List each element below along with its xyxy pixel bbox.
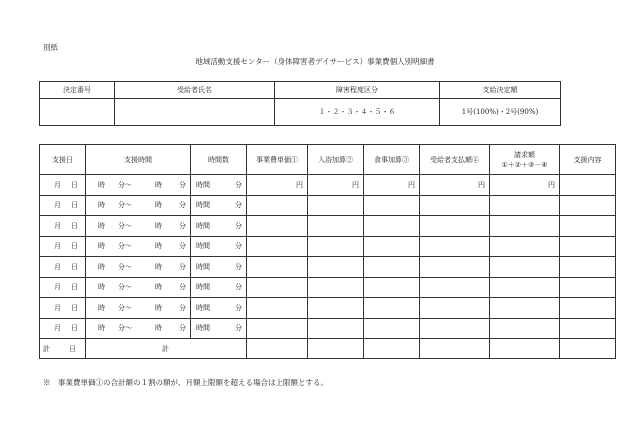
- header-bath-addition: 入浴加算②: [308, 145, 364, 175]
- decision-number-field[interactable]: [40, 99, 115, 126]
- table-row: [40, 277, 616, 298]
- header-support-content: 支援内容: [560, 145, 616, 175]
- end-minute-unit: 分: [179, 180, 186, 189]
- hours-cell[interactable]: [191, 318, 247, 339]
- support-time-cell[interactable]: [86, 216, 191, 237]
- support-content-cell[interactable]: [560, 216, 616, 237]
- hours-unit: 時間: [196, 262, 210, 271]
- month-unit: 月: [54, 201, 61, 210]
- end-minute-unit: 分: [179, 221, 186, 230]
- hours-cell[interactable]: [191, 236, 247, 257]
- hours-cell[interactable]: [191, 257, 247, 278]
- hours-unit: 時間: [196, 283, 210, 292]
- day-unit: 日: [71, 180, 78, 189]
- month-unit: 月: [54, 242, 61, 251]
- minute-unit: 分: [235, 242, 242, 251]
- end-hour-unit: 時: [155, 283, 162, 292]
- meal-addition-cell[interactable]: [364, 318, 420, 339]
- start-hour-unit: 時: [98, 283, 105, 292]
- start-hour-unit: 時: [98, 242, 105, 251]
- unit-price-cell[interactable]: [247, 298, 308, 319]
- month-unit: 月: [54, 180, 61, 189]
- support-date-cell[interactable]: [40, 216, 86, 237]
- support-content-cell[interactable]: [560, 298, 616, 319]
- total-amount-cell[interactable]: [560, 339, 616, 359]
- support-date-cell[interactable]: [40, 318, 86, 339]
- minute-unit: 分: [235, 221, 242, 230]
- end-hour-unit: 時: [155, 324, 162, 333]
- start-minute-unit: 分～: [118, 262, 132, 271]
- total-label: 計: [43, 344, 50, 353]
- total-days-cell[interactable]: [40, 339, 86, 359]
- bath-addition-cell[interactable]: [308, 257, 364, 278]
- header-disability-grade: 障害程度区分: [275, 82, 440, 99]
- billing-amount-cell[interactable]: [490, 277, 560, 298]
- recipient-payment-cell[interactable]: [420, 236, 490, 257]
- end-minute-unit: 分: [179, 201, 186, 210]
- hours-cell[interactable]: [191, 216, 247, 237]
- start-hour-unit: 時: [98, 262, 105, 271]
- end-hour-unit: 時: [155, 242, 162, 251]
- unit-price-cell[interactable]: [247, 195, 308, 216]
- day-unit: 日: [71, 283, 78, 292]
- unit-price-cell[interactable]: [247, 277, 308, 298]
- total-amount-cell[interactable]: [308, 339, 364, 359]
- header-support-time: 支援時間: [86, 145, 191, 175]
- recipient-payment-cell[interactable]: [420, 257, 490, 278]
- table-row: [40, 298, 616, 319]
- header-hours: 時間数: [191, 145, 247, 175]
- billing-amount-cell[interactable]: [490, 257, 560, 278]
- recipient-payment-cell[interactable]: 円: [420, 175, 490, 196]
- support-time-cell[interactable]: [86, 298, 191, 319]
- minute-unit: 分: [235, 283, 242, 292]
- support-time-cell[interactable]: [86, 318, 191, 339]
- total-row: [40, 339, 616, 359]
- support-time-cell[interactable]: [86, 236, 191, 257]
- table-row: [40, 216, 616, 237]
- bath-addition-cell[interactable]: [308, 298, 364, 319]
- start-minute-unit: 分～: [118, 303, 132, 312]
- total-days-unit: 日: [69, 344, 76, 353]
- hours-cell[interactable]: [191, 298, 247, 319]
- meal-addition-cell[interactable]: [364, 236, 420, 257]
- meal-addition-cell[interactable]: [364, 298, 420, 319]
- table-row: [40, 257, 616, 278]
- support-time-cell[interactable]: [86, 175, 191, 196]
- detail-table: [39, 144, 616, 359]
- header-support-date: 支援日: [40, 145, 86, 175]
- bath-addition-cell[interactable]: [308, 216, 364, 237]
- support-content-cell[interactable]: [560, 277, 616, 298]
- start-hour-unit: 時: [98, 221, 105, 230]
- header-meal-addition: 食事加算③: [364, 145, 420, 175]
- start-minute-unit: 分～: [118, 324, 132, 333]
- support-content-cell[interactable]: [560, 318, 616, 339]
- support-date-cell[interactable]: [40, 236, 86, 257]
- table-row: [40, 236, 616, 257]
- month-unit: 月: [54, 303, 61, 312]
- total-time-label: 計: [162, 344, 169, 353]
- meal-addition-cell[interactable]: [364, 257, 420, 278]
- end-hour-unit: 時: [155, 262, 162, 271]
- total-amount-cell[interactable]: [247, 339, 308, 359]
- recipient-payment-cell[interactable]: [420, 277, 490, 298]
- hours-unit: 時間: [196, 303, 210, 312]
- summary-table: [39, 81, 561, 126]
- header-payment-amount: 支給決定額: [440, 82, 561, 99]
- total-amount-cell[interactable]: [490, 339, 560, 359]
- day-unit: 日: [71, 242, 78, 251]
- minute-unit: 分: [235, 262, 242, 271]
- annex-label: 別紙: [43, 43, 58, 52]
- table-row: [40, 195, 616, 216]
- start-minute-unit: 分～: [118, 221, 132, 230]
- support-time-cell[interactable]: [86, 257, 191, 278]
- recipient-payment-cell[interactable]: [420, 195, 490, 216]
- billing-label: 請求額: [514, 150, 535, 159]
- minute-unit: 分: [235, 303, 242, 312]
- header-billing-amount: [490, 145, 560, 175]
- month-unit: 月: [54, 221, 61, 230]
- unit-price-cell[interactable]: [247, 257, 308, 278]
- support-time-cell[interactable]: [86, 277, 191, 298]
- minute-unit: 分: [235, 324, 242, 333]
- end-minute-unit: 分: [179, 324, 186, 333]
- billing-amount-cell[interactable]: [490, 298, 560, 319]
- end-hour-unit: 時: [155, 221, 162, 230]
- hours-unit: 時間: [196, 180, 210, 189]
- start-hour-unit: 時: [98, 303, 105, 312]
- recipient-name-field[interactable]: [115, 99, 275, 126]
- total-amount-cell[interactable]: [364, 339, 420, 359]
- unit-price-cell[interactable]: [247, 318, 308, 339]
- hours-unit: 時間: [196, 242, 210, 251]
- table-row: [40, 175, 616, 196]
- total-time-cell[interactable]: [86, 339, 247, 359]
- billing-amount-cell[interactable]: [490, 195, 560, 216]
- end-minute-unit: 分: [179, 303, 186, 312]
- billing-formula: ①＋②＋③－④: [501, 160, 548, 169]
- bath-addition-cell[interactable]: 円: [308, 175, 364, 196]
- hours-unit: 時間: [196, 221, 210, 230]
- month-unit: 月: [54, 262, 61, 271]
- billing-amount-cell[interactable]: 円: [490, 175, 560, 196]
- support-time-cell[interactable]: [86, 195, 191, 216]
- bath-addition-cell[interactable]: [308, 236, 364, 257]
- header-recipient-payment: 受給者支払額④: [420, 145, 490, 175]
- day-unit: 日: [71, 324, 78, 333]
- payment-amount-options[interactable]: 1号(100%)・2号(90%): [440, 99, 561, 126]
- end-hour-unit: 時: [155, 303, 162, 312]
- day-unit: 日: [71, 303, 78, 312]
- start-hour-unit: 時: [98, 201, 105, 210]
- end-hour-unit: 時: [155, 201, 162, 210]
- end-minute-unit: 分: [179, 283, 186, 292]
- recipient-payment-cell[interactable]: [420, 298, 490, 319]
- unit-price-cell[interactable]: 円: [247, 175, 308, 196]
- recipient-payment-cell[interactable]: [420, 216, 490, 237]
- day-unit: 日: [71, 221, 78, 230]
- hours-unit: 時間: [196, 324, 210, 333]
- meal-addition-cell[interactable]: [364, 195, 420, 216]
- bath-addition-cell[interactable]: [308, 195, 364, 216]
- start-hour-unit: 時: [98, 324, 105, 333]
- support-date-cell[interactable]: [40, 195, 86, 216]
- unit-price-cell[interactable]: [247, 216, 308, 237]
- month-unit: 月: [54, 324, 61, 333]
- start-minute-unit: 分～: [118, 242, 132, 251]
- billing-amount-cell[interactable]: [490, 236, 560, 257]
- month-unit: 月: [54, 283, 61, 292]
- hours-unit: 時間: [196, 201, 210, 210]
- support-date-cell[interactable]: [40, 257, 86, 278]
- start-minute-unit: 分～: [118, 201, 132, 210]
- support-date-cell[interactable]: [40, 298, 86, 319]
- support-date-cell[interactable]: [40, 175, 86, 196]
- start-minute-unit: 分～: [118, 283, 132, 292]
- support-content-cell[interactable]: [560, 195, 616, 216]
- bath-addition-cell[interactable]: [308, 318, 364, 339]
- bath-addition-cell[interactable]: [308, 277, 364, 298]
- day-unit: 日: [71, 201, 78, 210]
- end-minute-unit: 分: [179, 262, 186, 271]
- hours-cell[interactable]: [191, 195, 247, 216]
- header-recipient-name: 受給者氏名: [115, 82, 275, 99]
- header-decision-number: 決定番号: [40, 82, 115, 99]
- meal-addition-cell[interactable]: [364, 277, 420, 298]
- header-unit-price: 事業費単価①: [247, 145, 308, 175]
- day-unit: 日: [71, 262, 78, 271]
- billing-amount-cell[interactable]: [490, 318, 560, 339]
- recipient-payment-cell[interactable]: [420, 318, 490, 339]
- support-content-cell[interactable]: [560, 257, 616, 278]
- document-title: 地域活動支援センター（身体障害者デイサービス）事業費個人別明細書: [195, 57, 435, 66]
- total-amount-cell[interactable]: [420, 339, 490, 359]
- support-date-cell[interactable]: [40, 277, 86, 298]
- hours-cell[interactable]: [191, 175, 247, 196]
- end-minute-unit: 分: [179, 242, 186, 251]
- unit-price-cell[interactable]: [247, 236, 308, 257]
- start-hour-unit: 時: [98, 180, 105, 189]
- meal-addition-cell[interactable]: 円: [364, 175, 420, 196]
- disability-grade-options[interactable]: １・２・３・４・５・６: [275, 99, 440, 126]
- support-content-cell[interactable]: [560, 175, 616, 196]
- meal-addition-cell[interactable]: [364, 216, 420, 237]
- table-row: [40, 318, 616, 339]
- billing-amount-cell[interactable]: [490, 216, 560, 237]
- start-minute-unit: 分～: [118, 180, 132, 189]
- end-hour-unit: 時: [155, 180, 162, 189]
- minute-unit: 分: [235, 180, 242, 189]
- footnote: ※ 事業費単価①の合計額の１割の額が、月額上限額を超える場合は上限額とする。: [43, 378, 328, 387]
- minute-unit: 分: [235, 201, 242, 210]
- hours-cell[interactable]: [191, 277, 247, 298]
- support-content-cell[interactable]: [560, 236, 616, 257]
